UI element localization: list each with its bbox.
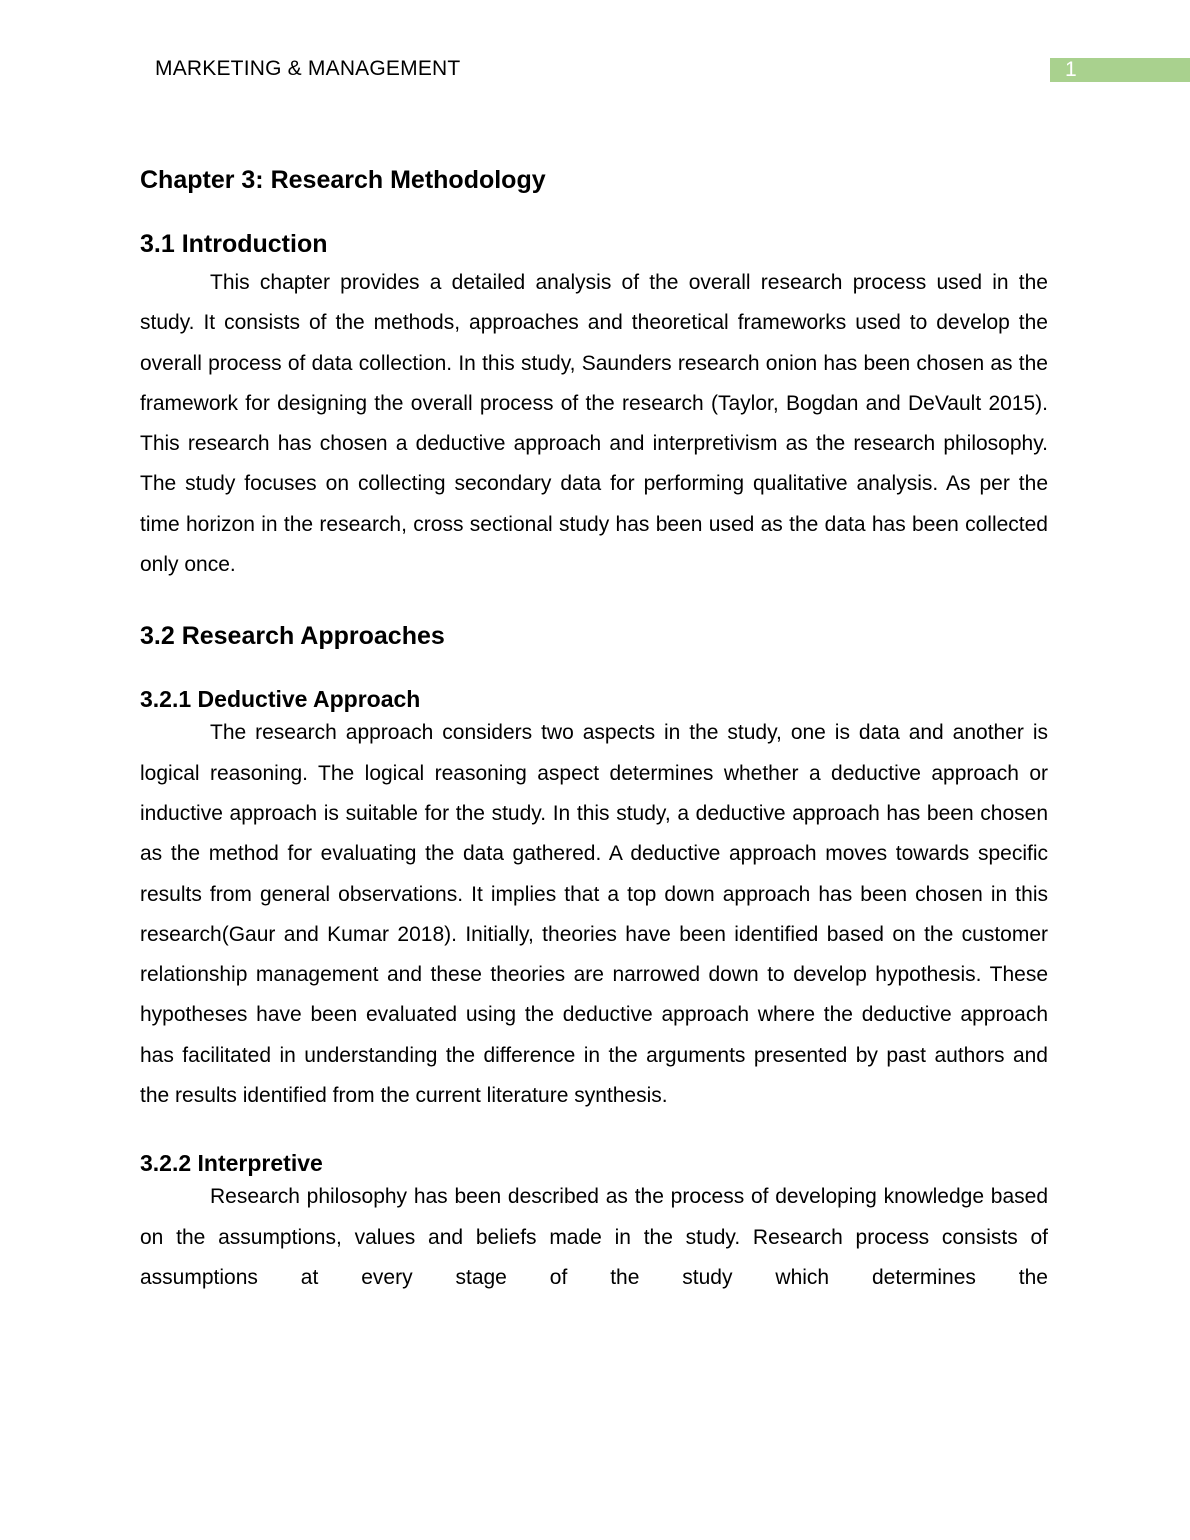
paragraph-deductive-approach: The research approach considers two aspects in the study, one is data and another is logical reasoning. The logical reasoning aspect determines whether a deductive approach or inductive approach is suitable for the study. In this study, a deductive approach has been chosen as the method for evaluating the data gathered. A deductive approach moves towards specific results from general observations. It implies that a top down approach has been chosen in this research(Gaur and Kumar 2018). Initially, theories have been identified based on the customer relationship management and these theories are narrowed down to develop hypothesis. These hypotheses have been evaluated using the deductive approach where the deductive approach has facilitated in understanding the difference in the arguments presented by past authors and the results identified from the current literature synthesis. (140, 721, 1048, 1108)
paragraph-introduction: This chapter provides a detailed analysis of the overall research process used in the study. It consists of the methods, approaches and theoretical frameworks used to develop the overall process of data collection. In this study, Saunders research onion has been chosen as the framework for designing the overall process of the research (Taylor, Bogdan and DeVault 2015). This research has chosen a deductive approach and interpretivism as the research philosophy. The study focuses on collecting secondary data for performing qualitative analysis. As per the time horizon in the research, cross sectional study has been used as the data has been collected only once. (140, 271, 1048, 577)
chapter-title: Chapter 3: Research Methodology (140, 166, 546, 194)
section-heading-research-approaches: 3.2 Research Approaches (140, 622, 445, 651)
section-heading-introduction: 3.1 Introduction (140, 230, 328, 258)
subsection-heading-deductive-approach: 3.2.1 Deductive Approach (140, 686, 421, 713)
paragraph-interpretive: Research philosophy has been described as the process of developing knowledge based on the assumptions, values and beliefs made in the study. Research process consists of assumptions at every stage of the study which determines the (140, 1185, 1048, 1289)
running-header-title: MARKETING & MANAGEMENT (155, 57, 461, 80)
document-body (140, 160, 1048, 1298)
page-number: 1 (1050, 58, 1190, 82)
subsection-heading-interpretive: 3.2.2 Interpretive (140, 1150, 323, 1177)
